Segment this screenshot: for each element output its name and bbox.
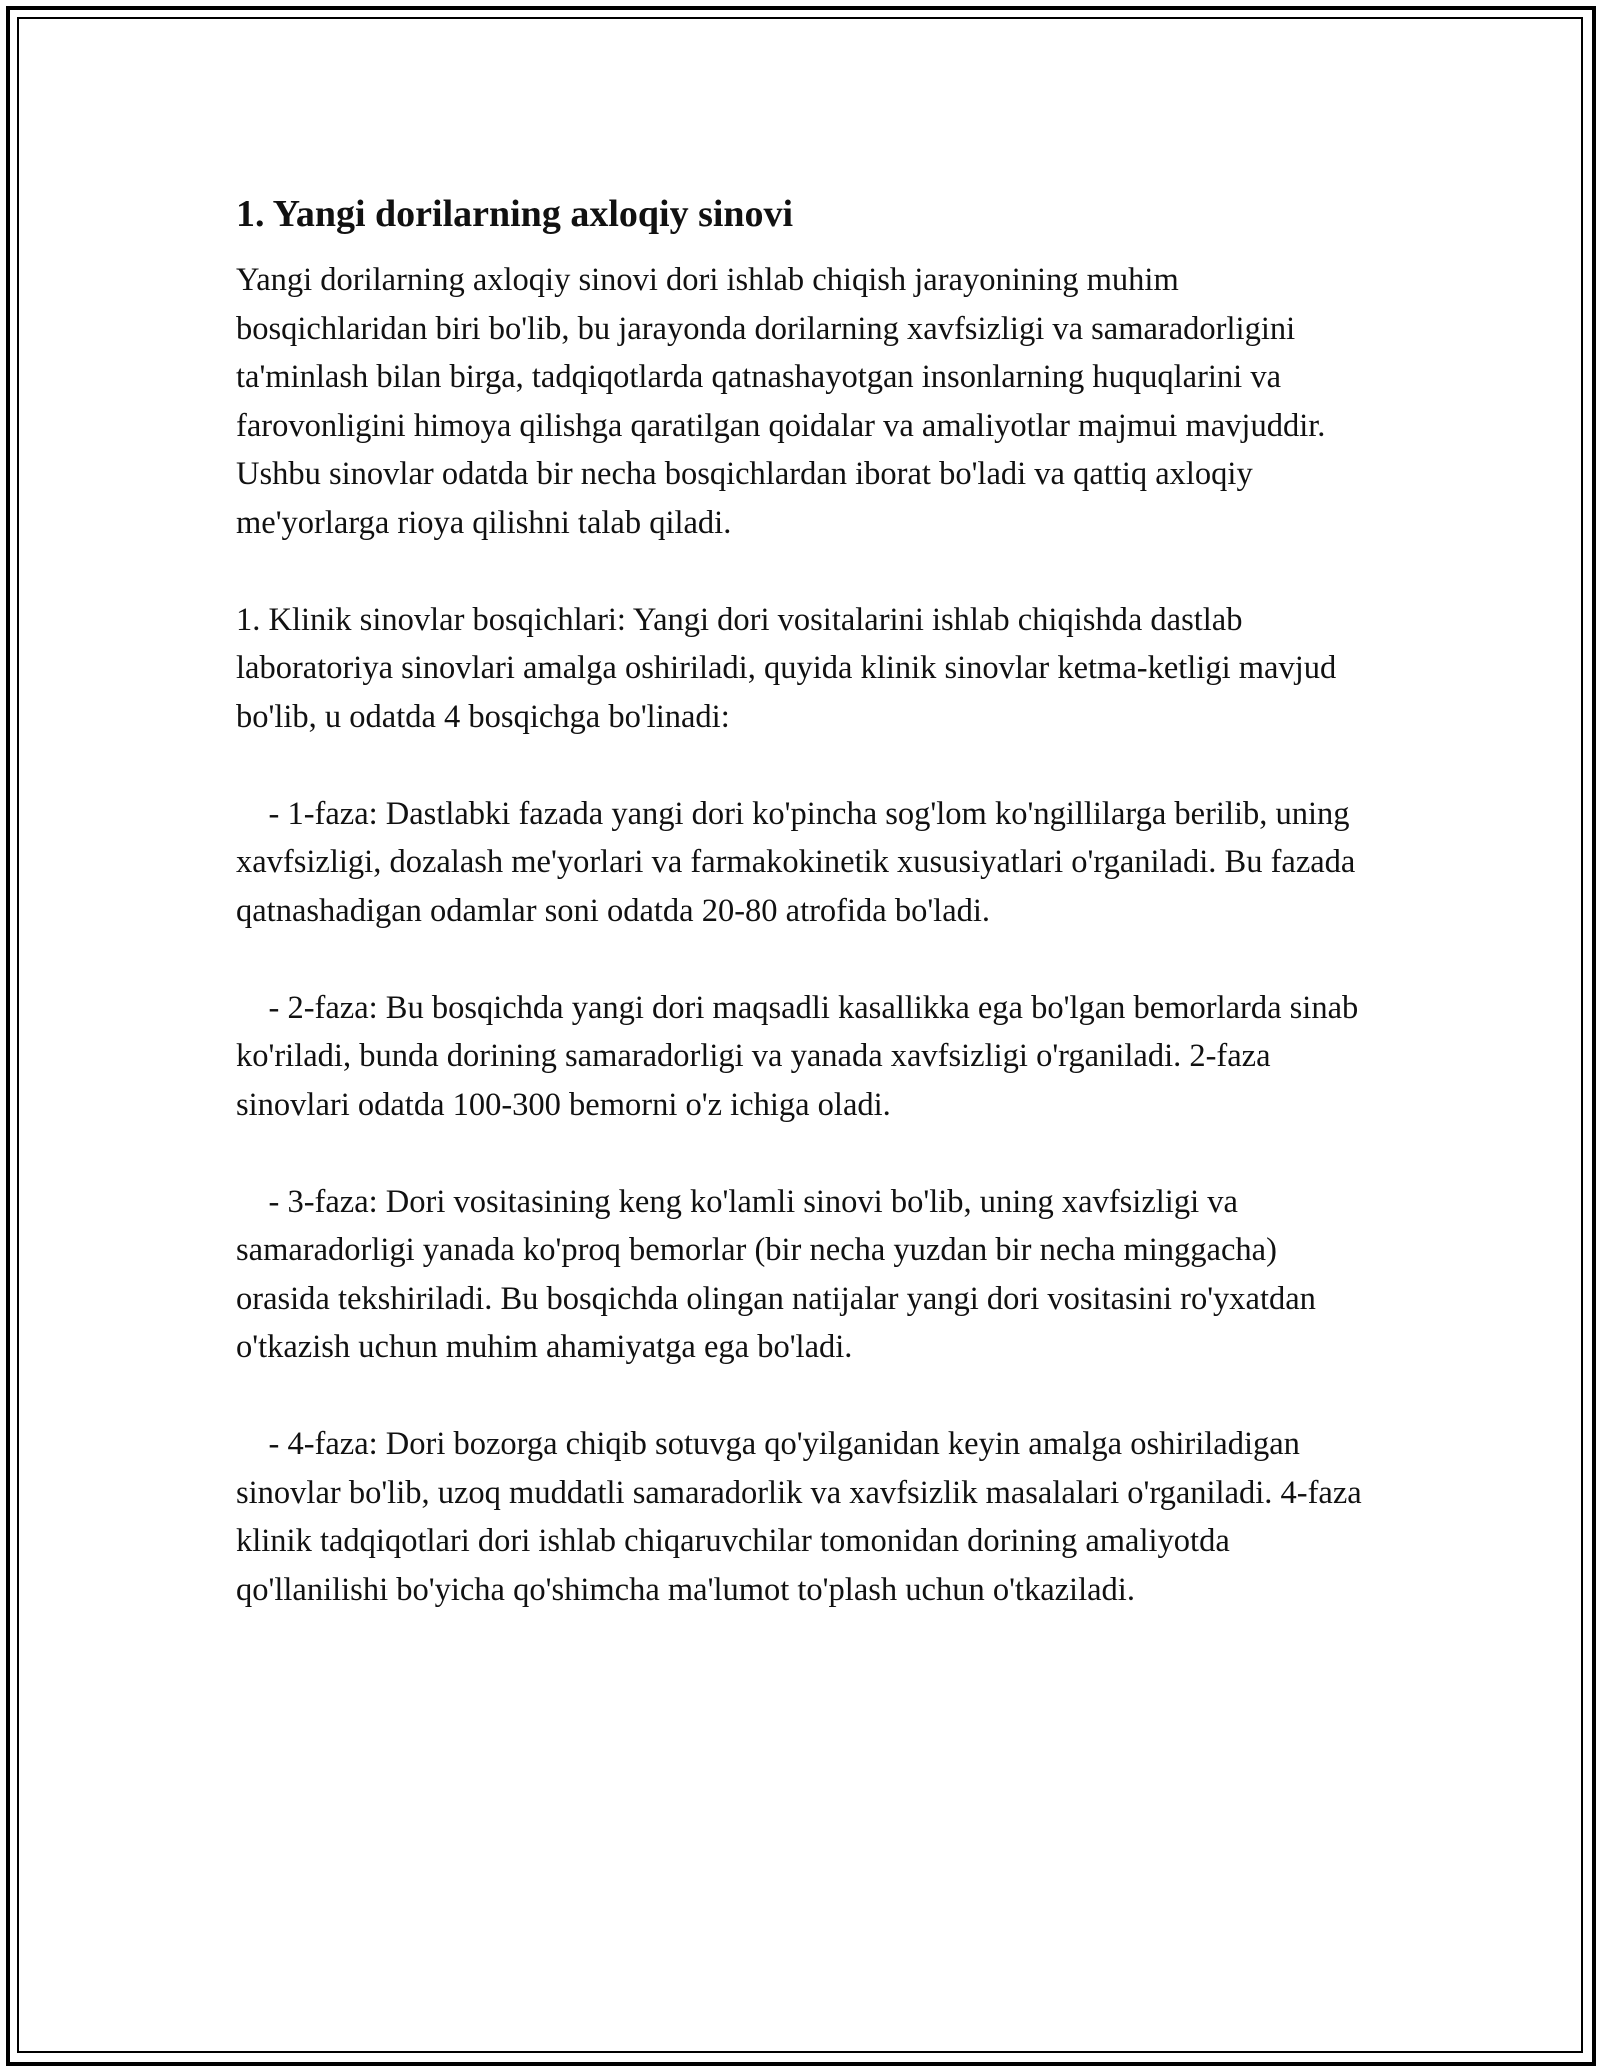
paragraph-spacer bbox=[236, 547, 1366, 596]
intro-paragraph: Yangi dorilarning axloqiy sinovi dori ishlab chiqish jarayonining muhim bosqichlaridan biri bo'lib, bu jarayonda dorilarning xavfsizligi va samaradorligini ta'minlash bilan birga, tadqiqotlarda qatnashayotgan insonlarning huquqlarini va farovonligini himoya qilishga qaratilgan qoidalar va amaliyotlar majmui mavjuddir. Ushbu sinovlar odatda bir necha bosqichlardan iborat bo'ladi va qattiq axloqiy me'yorlarga rioya qilishni talab qiladi. bbox=[236, 262, 1334, 541]
paragraph-spacer bbox=[236, 1129, 1366, 1178]
clinical-stages-paragraph: 1. Klinik sinovlar bosqichlari: Yangi dori vositalarini ishlab chiqishda dastlab laboratoriya sinovlari amalga oshiriladi, quyida klinik sinovlar ketma-ketligi mavjud bo'lib, u odatda 4 bosqichga bo'linadi: bbox=[236, 601, 1345, 735]
paragraph-spacer bbox=[236, 935, 1366, 984]
section-heading: 1. Yangi dorilarning axloqiy sinovi bbox=[236, 193, 794, 235]
phase-2-paragraph: - 2-faza: Bu bosqichda yangi dori maqsadli kasallikka ega bo'lgan bemorlarda sinab ko'riladi, bunda dorining samaradorligi va yanada xavfsizligi o'rganiladi. 2-faza sinovlari odatda 100-300 bemorni o'z ichiga oladi. bbox=[236, 989, 1367, 1123]
paragraph-spacer bbox=[236, 1372, 1366, 1421]
document-body bbox=[236, 186, 1370, 1614]
phase-1-paragraph: - 1-faza: Dastlabki fazada yangi dori ko'pincha sog'lom ko'ngillilarga berilib, uning xavfsizligi, dozalash me'yorlari va farmakokinetik xususiyatlari o'rganiladi. Bu fazada qatnashadigan odamlar soni odatda 20-80 atrofida bo'ladi. bbox=[236, 795, 1364, 929]
phase-4-paragraph: - 4-faza: Dori bozorga chiqib sotuvga qo'yilganidan keyin amalga oshiriladigan sinovlar bo'lib, uzoq muddatli samaradorlik va xavfsizlik masalalari o'rganiladi. 4-faza klinik tadqiqotlari dori ishlab chiqaruvchilar tomonidan dorining amaliyotda qo'llanilishi bo'yicha qo'shimcha ma'lumot to'plash uchun o'tkaziladi. bbox=[236, 1426, 1370, 1608]
paragraph-spacer bbox=[236, 741, 1366, 790]
phase-3-paragraph: - 3-faza: Dori vositasining keng ko'lamli sinovi bo'lib, uning xavfsizligi va samaradorligi yanada ko'proq bemorlar (bir necha yuzdan bir necha minggacha) orasida tekshiriladi. Bu bosqichda olingan natijalar yangi dori vositasini ro'yxatdan o'tkazish uchun muhim ahamiyatga ega bo'ladi. bbox=[236, 1183, 1325, 1365]
